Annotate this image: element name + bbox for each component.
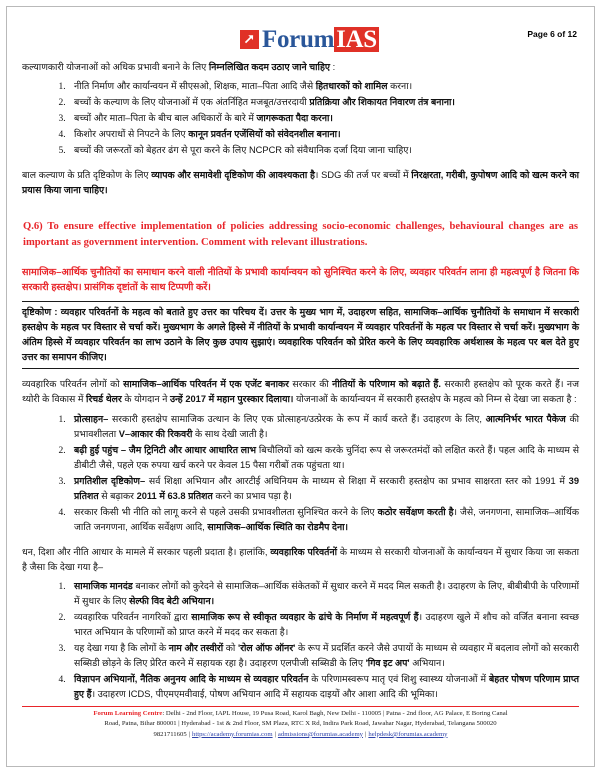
welfare-lead-text: कल्याणकारी योजनाओं को अधिक प्रभावी बनाने के लिए निम्नलिखित कदम उठाए जाने चाहिए : bbox=[22, 62, 336, 72]
footer-separator: | bbox=[188, 730, 191, 738]
list-item: 2. बच्चों के कल्याण के लिए योजनाओं में एक अंतर्निहित मजबूत/उत्तरदायी प्रतिक्रिया और शिकायत निवारण तंत्र बनाना। bbox=[68, 95, 579, 110]
logo-text-forum: Forum bbox=[262, 25, 335, 53]
footer-website-link[interactable]: https://academy.forumias.com bbox=[192, 730, 273, 738]
body-transition-text: धन, दिशा और नीति आधार के मामले में सरकार पहली प्रदाता है। हालांकि, व्यवहारिक परिवर्तनों के माध्यम से सरकारी योजनाओं के कार्यान्वयन में सुधार किया जा सकता है जैसा कि देखा गया है– bbox=[22, 546, 579, 572]
forumias-logo bbox=[240, 24, 379, 54]
list-item: 1. सामाजिक मानदंड बनाकर लोगों को कुरेदने से सामाजिक–आर्थिक संकेतकों में सुधार करने में मदद मिल सकती है। उदाहरण के लिए, बीबीबीपी के परिणामों में सुधार के लिए सेल्फी विद बेटी अभियान। bbox=[68, 579, 579, 609]
footer-colon: : bbox=[162, 710, 165, 717]
question-text-hindi: सामाजिक–आर्थिक चुनौतियों का समाधान करने वाली नीतियों के प्रभावी कार्यान्वयन को सुनिश्चित करने के लिए, व्यवहार परिवर्तन लाना ही महत्वपूर्ण है जितना कि सरकारी हस्तक्षेप। प्रासंगिक दृष्टांतों के साथ टिप्पणी करें। bbox=[22, 266, 579, 293]
list-item: 2. व्यवहारिक परिवर्तन नागरिकों द्वारा सामाजिक रूप से स्वीकृत व्यवहार के ढांचे के निर्माण में महत्वपूर्ण हैं। उदाहरण खुले में शौच को वर्जित बनाना स्वच्छ भारत अभियान के परिणामों को प्राप्त करने में मदद कर सकता है। bbox=[68, 610, 579, 640]
footer-phone: 9821711605 bbox=[153, 730, 187, 738]
government-intervention-list bbox=[22, 412, 579, 535]
welfare-closing-text: बाल कल्याण के प्रति दृष्टिकोण के लिए व्यापक और समावेशी दृष्टिकोण की आवश्यकता है। SDG की तर्ज पर बच्चों में निरक्षरता, गरीबी, कुपोषण आदि को खत्म करने का प्रयास किया जाना चाहिए। bbox=[22, 170, 580, 196]
page-number-label: Page 6 of 12 bbox=[527, 29, 577, 39]
page-header bbox=[22, 16, 579, 60]
list-item: 2. बढ़ी हुई पहुंच – जैम ट्रिनिटी और आधार आधारित लाभ बिचौलियों को खत्म करके चुनिंदा रूप से जरूरतमंदों को लक्षित करते हैं। पहल आदि के माध्यम से डीबीटी जैसे, पहले एक रुपया खर्च करने पर केवल 15 पैसा गरीबों तक पहुंचता था। bbox=[68, 443, 579, 473]
footer-helpdesk-email-link[interactable]: helpdesk@forumias.academy bbox=[368, 730, 448, 738]
spacer bbox=[22, 252, 579, 265]
list-item: 1. प्रोत्साहन– सरकारी हस्तक्षेप सामाजिक उत्थान के लिए एक प्रोत्साहन/उत्प्रेरक के रूप में कार्य करते हैं। उदाहरण के लिए, आत्मनिर्भर भारत पैकेज की प्रभावशीलता V–आकार की रिकवरी के साथ देखी जाती है। bbox=[68, 412, 579, 442]
spacer bbox=[22, 537, 579, 545]
spacer bbox=[22, 160, 579, 168]
logo-text-ias: IAS bbox=[336, 25, 377, 53]
list-item: 1. नीति निर्माण और कार्यान्वयन में सीएसओ, शिक्षक, माता–पिता आदि जैसे हितधारकों को शामिल करना। bbox=[68, 79, 579, 94]
footer-brand-forum: Forum bbox=[93, 710, 114, 717]
list-item: 3. यह देखा गया है कि लोगों के नाम और तस्वीरों को 'रोल ऑफ ऑनर' के रूप में प्रदर्शित करने जैसे उपायों के माध्यम से व्यवहार में बदलाव लोगों को सरकारी सब्सिडी छोड़ने के लिए प्रेरित करने में सहायक रहा है। उदाहरण एलपीजी सब्सिडी के लिए 'गिव इट अप' अभियान। bbox=[68, 641, 579, 671]
arrow-up-right-icon bbox=[240, 30, 259, 49]
footer-contact-line bbox=[22, 730, 579, 740]
list-item: 4. सरकार किसी भी नीति को लागू करने से पहले उसकी प्रभावशीलता सुनिश्चित करने के लिए कठोर सर्वेक्षण करती है। जैसे, जनगणना, सामाजिक–आर्थिक जाति जनगणना, आर्थिक सर्वेक्षण आदि, सामाजिक–आर्थिक स्थिति का रोडमैप देना। bbox=[68, 505, 579, 535]
spacer bbox=[22, 202, 579, 219]
spacer bbox=[22, 369, 579, 377]
footer-separator: | bbox=[274, 730, 276, 738]
list-item: 5. बच्चों की जरूरतों को बेहतर ढंग से पूरा करने के लिए NCPCR को संवैधानिक दर्जा दिया जाना चाहिए। bbox=[68, 143, 579, 158]
question-text-english: Q.6) To ensure effective implementation of policies addressing socio-economic challenges, behavioural changes are as important as government intervention. Comment with relevant illustrations. bbox=[23, 221, 578, 249]
footer-brand-learning-centre: Learning Centre bbox=[114, 710, 163, 717]
footer-address-line-1 bbox=[22, 709, 579, 719]
list-item: 4. किशोर अपराधों से निपटने के लिए कानून प्रवर्तन एजेंसियों को संवेदनशील बनाना। bbox=[68, 127, 579, 142]
footer-address-delhi-patna: Delhi - 2nd Floor, IAPL House, 19 Pusa Road, Karol Bagh, New Delhi - 110005 | Patna - 2nd floor, AG Palace, E Boring Canal bbox=[165, 710, 508, 717]
page-content bbox=[22, 16, 579, 704]
footer-separator: | bbox=[365, 730, 367, 738]
list-item: 4. विज्ञापन अभियानों, नैतिक अनुनय आदि के माध्यम से व्यवहार परिवर्तन के परिणामस्वरूप मातृ एवं शिशु स्वास्थ्य योजनाओं में बेहतर पोषण परिणाम प्राप्त हुए हैं। उदाहरण ICDS, पीएमएमवीवाई, पोषण अभियान आदि में सहायक दाइयों और आशा आदि की भूमिका। bbox=[68, 672, 579, 702]
footer-address-line-2: Road, Patna, Bihar 800001 | Hyderabad - 1st & 2nd Floor, SM Plaza, RTC X Rd, Indira Park Road, Jawahar Nagar, Hyderabad, Telangana 500020 bbox=[104, 720, 497, 728]
body-intro-text: व्यवहारिक परिवर्तन लोगों को सामाजिक–आर्थिक परिवर्तन में एक एजेंट बनाकर सरकार की नीतियों के परिणाम को बढ़ाते हैं. सरकारी हस्तक्षेप को पूरक करते हैं। नज थ्योरी के विकास में रिचर्ड थेलर के योगदान ने उन्हें 2017 में महान पुरस्कार दिलाया। योजनाओं के कार्यान्वयन में सरकारी हस्तक्षेप के महत्व को निम्न से देखा जा सकता है : bbox=[22, 379, 579, 405]
list-item: 3. प्रगतिशील दृष्टिकोण– सर्व शिक्षा अभियान और आरटीई अधिनियम के माध्यम से शिक्षा में सरकारी हस्तक्षेप का प्रभाव साक्षरता स्तर को 1991 में 39 प्रतिशत से बढ़ाकर 2011 में 63.8 प्रतिशत करने का प्रभाव पड़ा है। bbox=[68, 474, 579, 504]
approach-text: दृष्टिकोण : व्यवहार परिवर्तनों के महत्व को बताते हुए उत्तर का परिचय दें। उत्तर के मुख्य भाग में, उदाहरण सहित, सामाजिक–आर्थिक चुनौतियों के समाधान में सरकारी हस्तक्षेप के महत्व पर विस्तार से चर्चा करें। मुख्यभाग के अगले हिस्से में नीतियों के प्रभावी कार्यान्वयन में व्यवहार परिवर्तनों के महत्व पर विस्तार से चर्चा करें। मुख्यभाग के अंतिम हिस्से में व्यवहार परिवर्तन का लाभ उठाने के लिए कुछ उपाय सुझाएं। व्यवहारिक परिवर्तन को प्रेरित करने के लिए व्यवहारिक अर्थशास्त्र के महत्व पर बल देते हुए उत्तर का समापन कीजिए। bbox=[22, 307, 579, 363]
footer-admissions-email-link[interactable]: admissions@forumias.academy bbox=[277, 730, 364, 738]
page-footer bbox=[22, 706, 579, 740]
approach-box bbox=[22, 301, 579, 369]
list-item: 3. बच्चों और माता–पिता के बीच बाल अधिकारों के बारे में जागरूकता पैदा करना। bbox=[68, 111, 579, 126]
behavioural-change-list bbox=[22, 579, 579, 702]
welfare-steps-list bbox=[22, 79, 579, 158]
